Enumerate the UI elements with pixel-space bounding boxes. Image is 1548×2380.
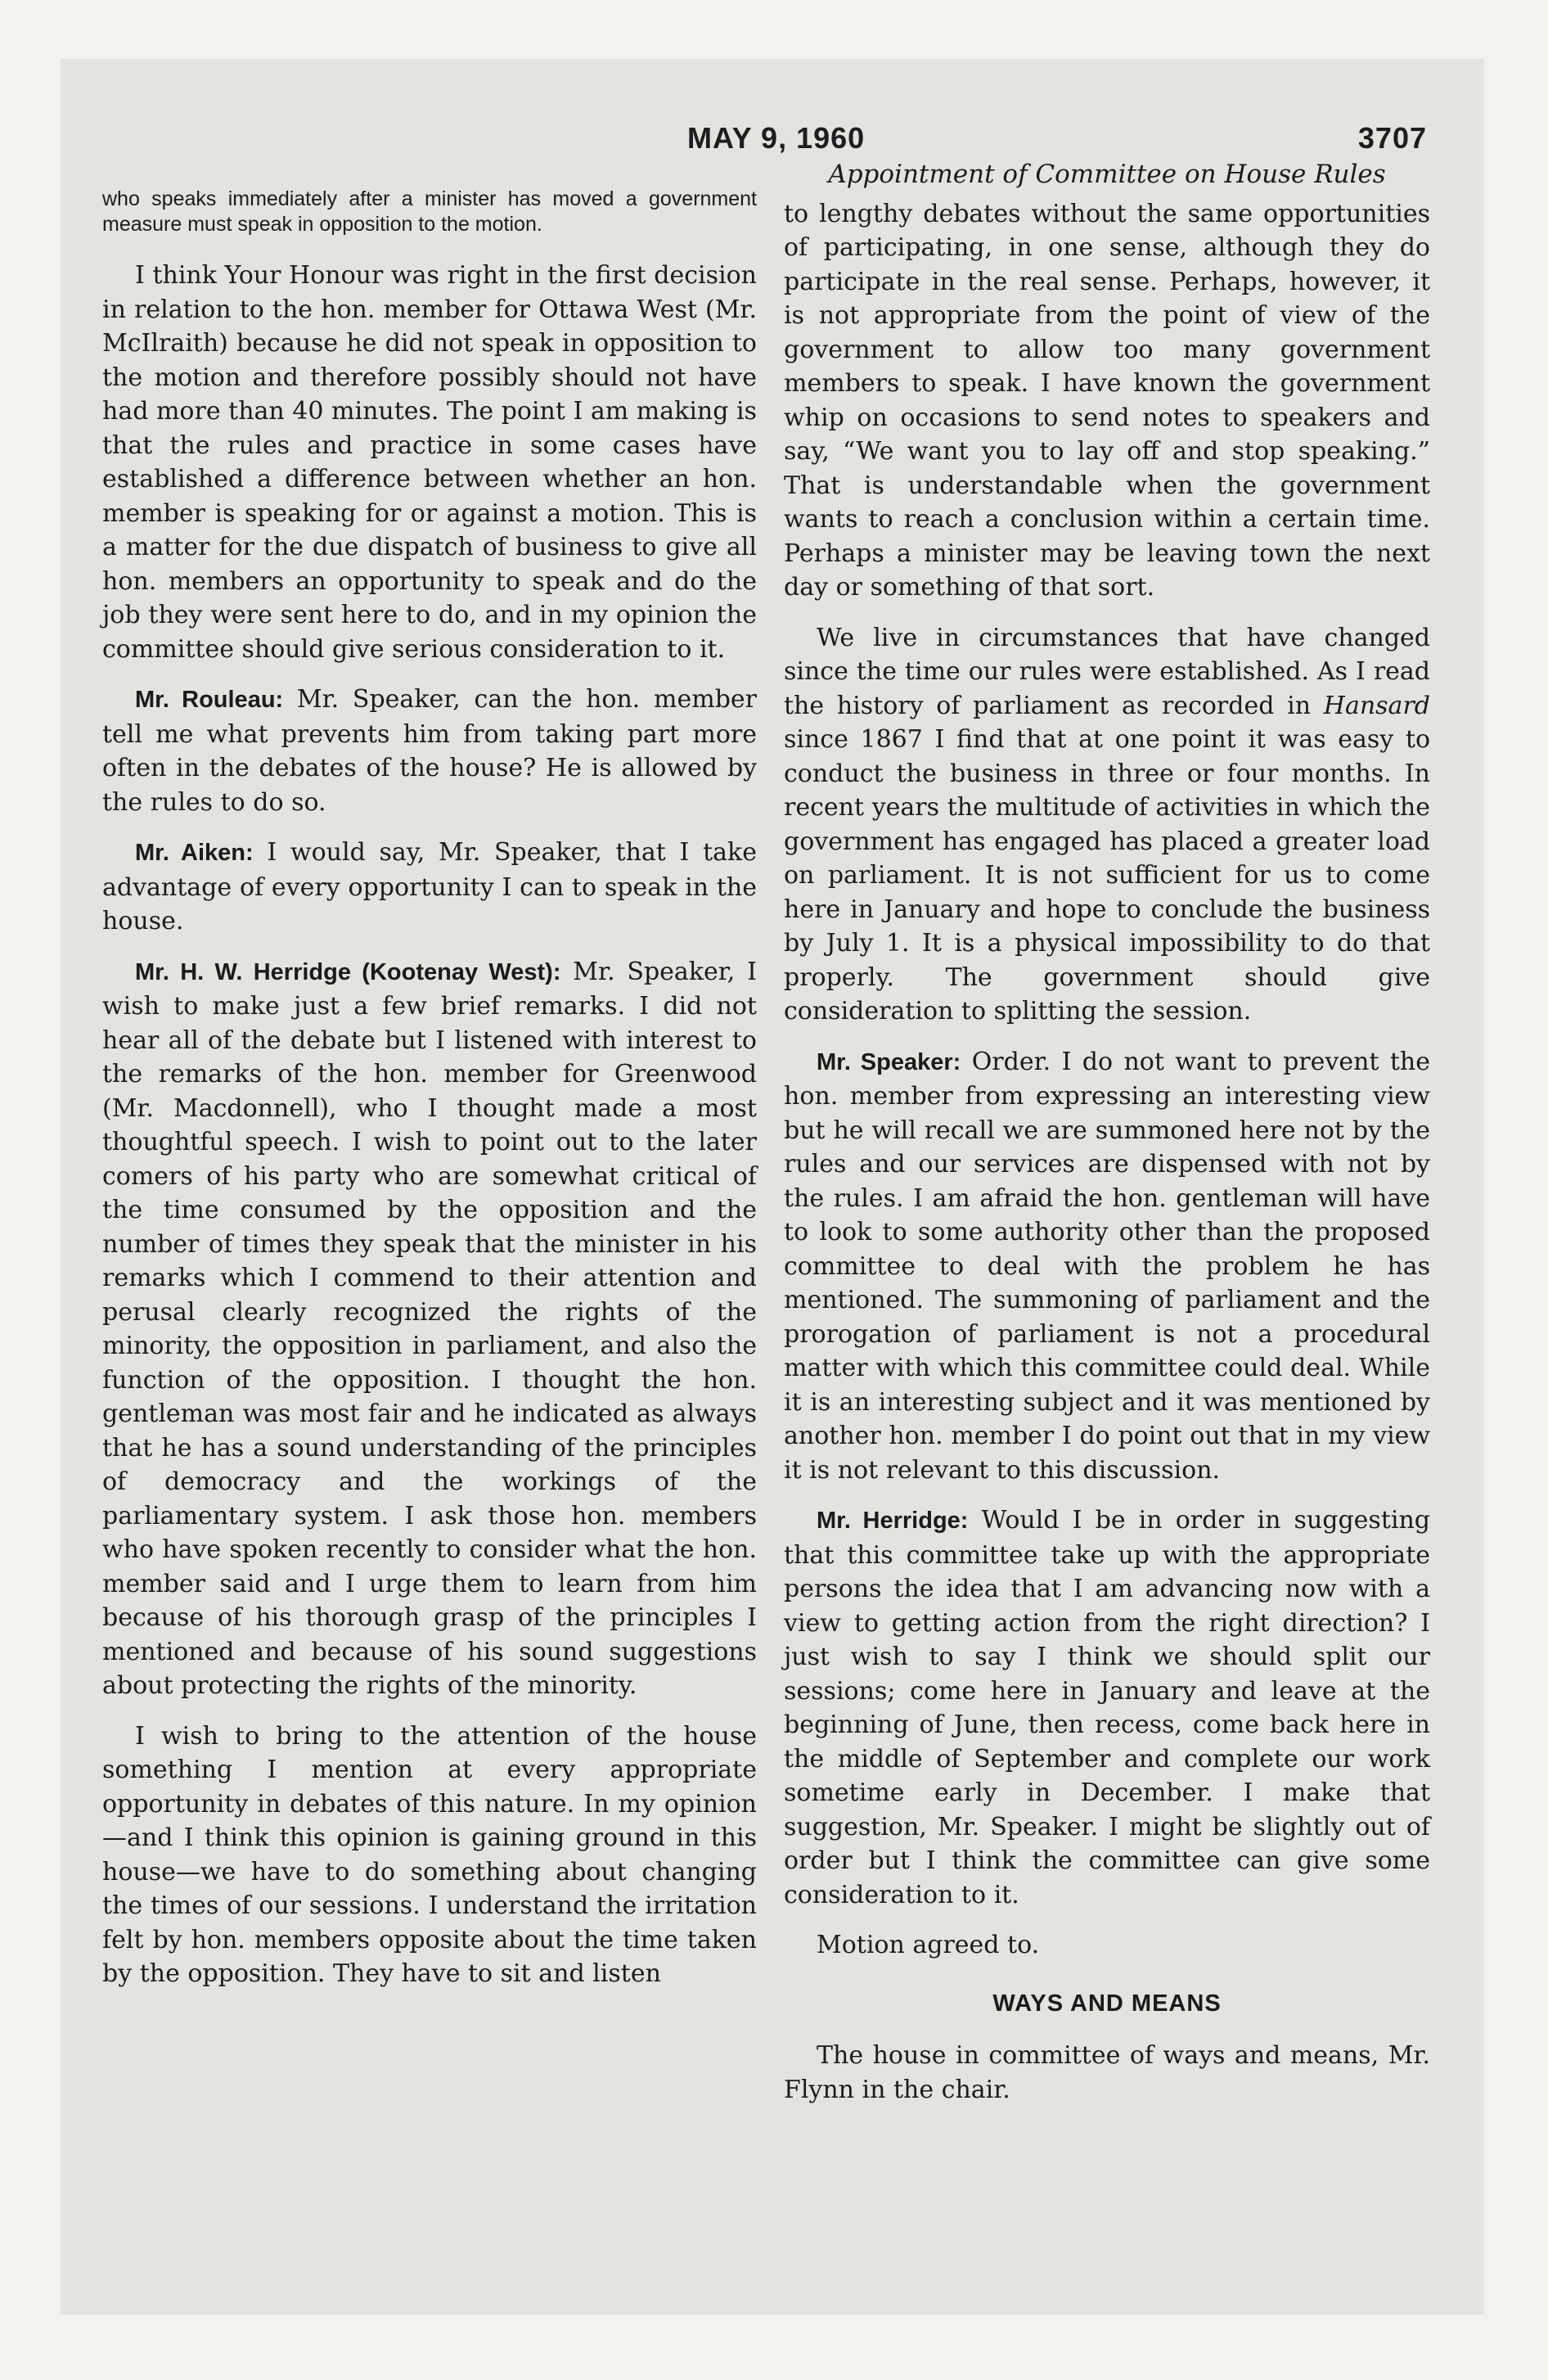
speech-speaker bbox=[784, 1045, 1430, 1488]
speech-text: Mr. Speaker, can the hon. member tell me what prevents him from taking part more often in the debates of the house? He is allowed by the rules to do so. bbox=[102, 685, 757, 817]
speech-text: Would I be in order in suggesting that this committee take up with the appropriate persons the idea that I am advancing now with a view to getting action from the right direction? I just wish to say I think we should split our sessions; come here in January and leave at the beginning of June, then recess, come back here in the middle of September and complete our work sometime early in December. I make that suggestion, Mr. Speaker. I might be slightly out of order but I think the committee can give some consideration to it. bbox=[784, 1506, 1430, 1909]
motion-result: Motion agreed to. bbox=[817, 1931, 1040, 1959]
speaker-name: Mr. Herridge: bbox=[817, 1508, 969, 1534]
left-column bbox=[102, 187, 757, 2008]
continued-paragraph: to lengthy debates without the same opportunities of participating, in one sense, although they do participate in the real sense. Perhaps, however, it is not appropriate from the point of view of the government to allow too many government members to speak. I have known the government whip on occasions to send notes to speakers and say, “We want you to lay off and stop speaking.” That is understandable when the government wants to reach a conclusion within a certain time. Perhaps a minister may be leaving town the next day or something of that sort. bbox=[784, 199, 1430, 602]
speech-rouleau bbox=[102, 683, 757, 819]
right-column bbox=[784, 158, 1430, 2123]
running-head: Appointment of Committee on House Rules bbox=[828, 160, 1386, 189]
speaker-name: Mr. Aiken: bbox=[135, 840, 254, 866]
page-header bbox=[687, 121, 1427, 162]
continued-paragraph: who speaks immediately after a minister has moved a government measure must speak in opposition to the motion. bbox=[102, 187, 757, 236]
speaker-name: Mr. Rouleau: bbox=[135, 687, 284, 713]
speech-text: I would say, Mr. Speaker, that I take advantage of every opportunity I can to speak in the house. bbox=[102, 838, 757, 935]
speech-aiken bbox=[102, 836, 757, 939]
paragraph-text: since 1867 I find that at one point it was easy to conduct the business in three or four months. In recent years the multitude of activities in which the government has engaged has placed a greater load on parliament. It is not sufficient for us to come here in January and hope to conclude the business by July 1. It is a physical impossibility to do that properly. The government should give consideration to splitting the session. bbox=[784, 725, 1430, 1025]
section-heading: WAYS AND MEANS bbox=[992, 1990, 1222, 2017]
paragraph-text: We live in circumstances that have changed since the time our rules were established. As I read the history of parliament as recorded in bbox=[784, 623, 1430, 720]
speech-text: Order. I do not want to prevent the hon. member from expressing an interesting view but he will recall we are summoned here not by the rules and our services are dispensed with not by the rules. I am afraid the hon. gentleman will have to look to some authority other than the proposed committee to deal with the problem he has mentioned. The summoning of parliament and the prorogation of parliament is not a procedural matter with which this committee could deal. While it is an interesting subject and it was mentioned by another hon. member I do point out that in my view it is not relevant to this discussion. bbox=[784, 1047, 1430, 1485]
speech-text: Mr. Speaker, I wish to make just a few brief remarks. I did not hear all of the debate but I listened with interest to the remarks of the hon. member for Greenwood (Mr. Macdonnell), who I thought made a most thoughtful speech. I wish to point out to the later comers of his party who are somewhat critical of the time consumed by the opposition and the number of times they speak that the minister in his remarks which I commend to their attention and perusal clearly recognized the rights of the minority, the opposition in parliament, and also the function of the opposition. I thought the hon. gentleman was most fair and he indicated as always that he has a sound understanding of the principles of democracy and the workings of the parliamentary system. I ask those hon. members who have spoken recently to consider what the hon. member said and I urge them to learn from him because of his thorough grasp of the principles I mentioned and because of his sound suggestions about protecting the rights of the minority. bbox=[102, 957, 757, 1700]
speaker-name: Mr. Speaker: bbox=[817, 1048, 961, 1075]
page-number: 3707 bbox=[1357, 121, 1427, 155]
paragraph: I think Your Honour was right in the first decision in relation to the hon. member for Ottawa West (Mr. McIlraith) because he did not speak in opposition to the motion and therefore possibly should not have had more than 40 minutes. The point I am making is that the rules and practice in some cases have established a difference between whether an hon. member is speaking for or against a motion. This is a matter for the due dispatch of business to give all hon. members an opportunity to speak and do the job they were sent here to do, and in my opinion the committee should give serious consideration to it. bbox=[102, 261, 757, 664]
header-date: MAY 9, 1960 bbox=[687, 121, 866, 155]
speech-herridge bbox=[784, 1503, 1430, 1912]
paragraph: The house in committee of ways and means, Mr. Flynn in the chair. bbox=[784, 2041, 1430, 2104]
paragraph bbox=[784, 621, 1430, 1029]
paragraph: I wish to bring to the attention of the house something I mention at every appropriate opportunity in debates of this nature. In my opinion—and I think this opinion is gaining ground in this house—we have to do something about changing the times of our sessions. I understand the irritation felt by hon. members opposite about the time taken by the opposition. They have to sit and listen bbox=[102, 1721, 757, 1988]
speech-herridge bbox=[102, 955, 757, 1703]
speaker-name: Mr. H. W. Herridge (Kootenay West): bbox=[135, 958, 561, 985]
hansard-title: Hansard bbox=[1323, 691, 1430, 720]
